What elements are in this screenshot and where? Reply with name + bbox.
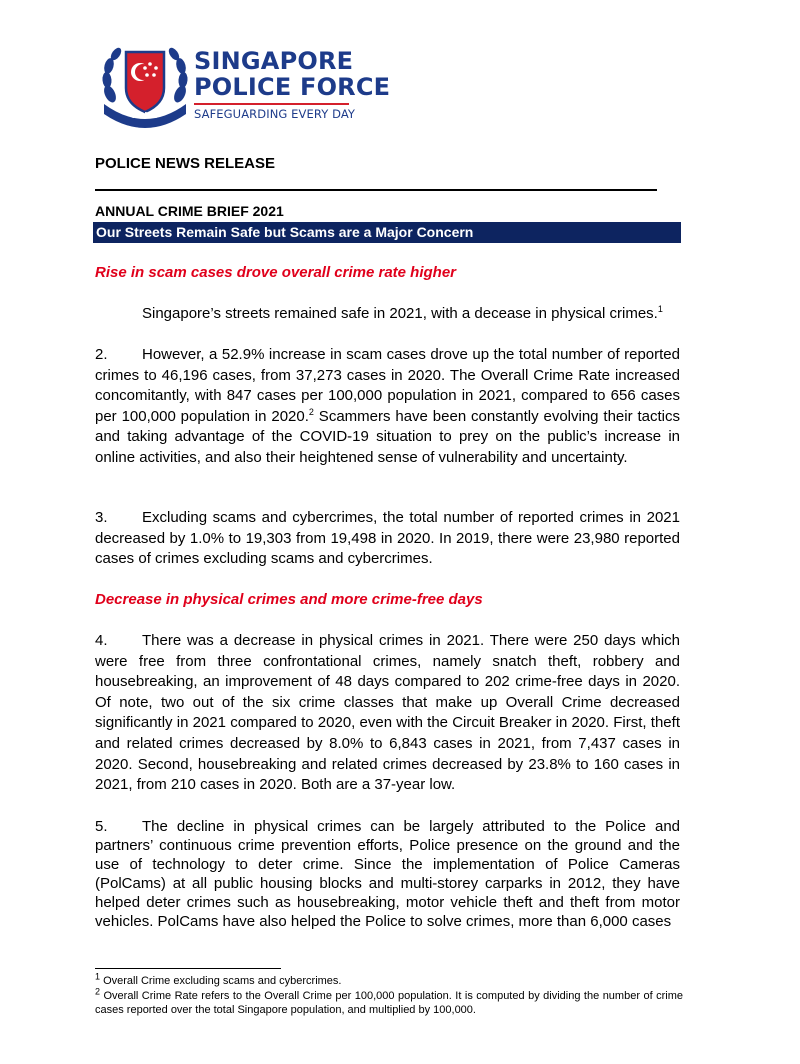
spf-logo (100, 42, 391, 128)
crest-ribbon-text: POLIS (131, 111, 159, 120)
release-label: POLICE NEWS RELEASE (95, 155, 276, 172)
footnote-divider (95, 968, 281, 969)
footnote-ref-1: 1 (657, 304, 663, 314)
footnote-2-text: Overall Crime Rate refers to the Overall Crime per 100,000 population. It is computed by dividing the number of crime cases reported over the total Singapore population, and multiplied by 100,000. (95, 990, 683, 1016)
section-heading-physical-crimes: Decrease in physical crimes and more crime-free days (95, 591, 483, 608)
paragraph-1 (95, 304, 680, 325)
paragraph-5-text: The decline in physical crimes can be largely attributed to the Police and partners’ continuous crime prevention efforts, Police presence on the ground and the use of technology to deter crime. Since the implementation of Police Cameras (PolCams) at all public housing blocks and multi-storey carparks in 2012, they have helped deter crimes such as housebreaking, motor vehicle theft and theft from motor vehicles. PolCams have also helped the Police to solve crimes, more than 6,000 cases (95, 818, 680, 930)
paragraph-1-text: Singapore’s streets remained safe in 2021, with a decease in physical crimes. (142, 305, 658, 322)
headline-banner: Our Streets Remain Safe but Scams are a Major Concern (93, 222, 681, 243)
paragraph-2-number: 2. (95, 346, 108, 363)
police-crest-icon (100, 42, 190, 128)
footnote-2-mark: 2 (95, 986, 101, 997)
paragraph-2 (95, 345, 680, 469)
brand-name-line1: SINGAPORE (194, 47, 354, 75)
paragraph-4-number: 4. (95, 632, 108, 649)
paragraph-3 (95, 508, 680, 570)
brand-name-line2: POLICE FORCE (194, 73, 391, 101)
brand-block (194, 48, 390, 121)
paragraph-5-number: 5. (95, 818, 108, 835)
section-heading-scams: Rise in scam cases drove overall crime rate higher (95, 264, 457, 281)
brand-tagline: SAFEGUARDING EVERY DAY (194, 107, 356, 121)
brand-divider (194, 103, 349, 105)
brief-title: ANNUAL CRIME BRIEF 2021 (95, 203, 284, 219)
footnote-1 (95, 971, 683, 989)
paragraph-2-text-b: Scammers have been constantly evolving their tactics and taking advantage of the COVID-19 situation to prey on the public’s increase in online activities, and also their heightened sense of vulnerability and uncertainty. (95, 407, 680, 466)
paragraph-3-text: Excluding scams and cybercrimes, the total number of reported crimes in 2021 decreased by 1.0% to 19,303 from 19,498 in 2020. In 2019, there were 23,980 reported cases of crimes excluding scams and cybercrimes. (95, 509, 680, 568)
footnote-2 (95, 986, 683, 1017)
paragraph-3-number: 3. (95, 509, 108, 526)
paragraph-4 (95, 631, 680, 796)
paragraph-5 (95, 817, 680, 931)
footnote-1-text: Overall Crime excluding scams and cybercrimes. (100, 975, 342, 987)
footnote-ref-2: 2 (308, 406, 314, 417)
paragraph-2-text-a: However, a 52.9% increase in scam cases drove up the total number of reported crimes to 46,196 cases, from 37,273 cases in 2020. The Overall Crime Rate increased concomitantly, with 847 cases per 100,000 population in 2021, compared to 656 cases per 100,000 population in 2020. (95, 346, 680, 425)
header-divider (95, 189, 657, 191)
footnote-1-mark: 1 (95, 971, 101, 982)
paragraph-4-text: There was a decrease in physical crimes in 2021. There were 250 days which were free from three confrontational crimes, namely snatch theft, robbery and housebreaking, an improvement of 48 days compared to 202 crime-free days in 2020. Of note, two out of the six crime classes that make up Overall Crime decreased significantly in 2021 compared to 2020, even with the Circuit Breaker in 2020. First, theft and related crimes decreased by 8.0% to 6,843 cases in 2021, from 7,437 cases in 2020. Second, housebreaking and related crimes decreased by 23.8% to 160 cases in 2021, from 210 cases in 2020. Both are a 37-year low. (95, 632, 680, 794)
